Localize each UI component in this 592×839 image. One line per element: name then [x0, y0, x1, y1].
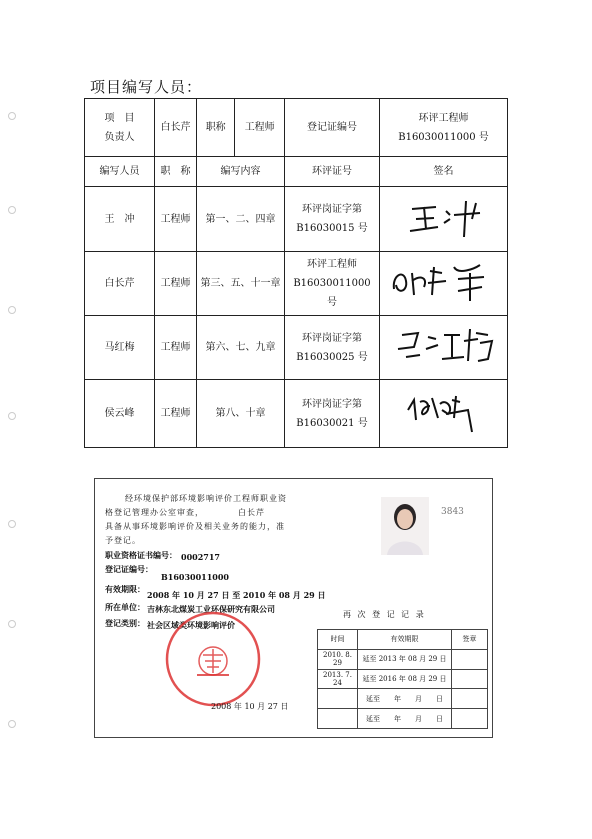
signature-image	[384, 380, 504, 440]
reg-time: 2010. 8. 29	[318, 649, 358, 669]
leader-title: 工程师	[244, 122, 275, 133]
table-row	[85, 316, 508, 380]
table-header-row	[85, 157, 508, 187]
signature-image	[384, 319, 504, 369]
reg-record-table	[317, 629, 488, 729]
table-row	[318, 669, 488, 689]
unit-label: 所在单位：	[105, 602, 145, 612]
table-header-row	[318, 630, 488, 650]
cert-no-label: 职业资格证书编号：	[105, 550, 177, 560]
writer-content: 第三、五、十一章	[197, 252, 285, 316]
handwritten-note: 3843	[441, 507, 464, 517]
cert-no: 0002717	[181, 552, 220, 562]
table-row	[85, 187, 508, 252]
cert-intro-line: 格登记管理办公室审查， 白长芹	[105, 508, 265, 517]
reg-time	[318, 689, 358, 709]
header-cell: 有效期限	[358, 630, 452, 650]
table-row	[318, 689, 488, 709]
reg-range: 延至 2016 年 08 月 29 日	[358, 669, 452, 689]
staff-table	[84, 98, 508, 448]
holder-photo	[381, 497, 429, 555]
header-cell: 编写内容	[197, 157, 285, 187]
reg-label: 登记证编号	[285, 99, 380, 157]
punch-hole	[8, 720, 16, 728]
reg-time: 2013. 7. 24	[318, 669, 358, 689]
reg-no-label: 登记证编号：	[105, 564, 153, 574]
punch-hole	[8, 112, 16, 120]
table-row	[318, 709, 488, 729]
header-cell: 签名	[380, 157, 508, 187]
cert-intro-line: 具备从事环境影响评价及相关业务的能力，准	[105, 522, 285, 531]
punch-hole	[8, 412, 16, 420]
certificate-card	[94, 478, 493, 738]
writer-cert: 环评岗证字第 B16030015 号	[285, 187, 380, 252]
signature-cell	[380, 187, 508, 252]
writer-cert: 环评工程师 B16030011000 号	[285, 252, 380, 316]
reg-range: 延至 2013 年 08 月 29 日	[358, 649, 452, 669]
page-heading: 项目编写人员：	[90, 78, 203, 96]
reg-record-title: 再 次 登 记 记 录	[343, 610, 426, 619]
writer-name: 白长芹	[85, 252, 155, 316]
writer-title: 工程师	[155, 380, 197, 448]
punch-hole	[8, 206, 16, 214]
writer-content: 第八、十章	[197, 380, 285, 448]
valid-period: 2008 年 10 月 27 日 至 2010 年 08 月 29 日	[147, 590, 326, 600]
leader-title-label: 职称	[197, 99, 235, 156]
header-cell: 职 称	[155, 157, 197, 187]
leader-label: 项 目 负责人	[85, 99, 155, 157]
cert-holder-name: 白长芹	[238, 508, 265, 517]
header-cell: 时间	[318, 630, 358, 650]
cert-intro-line: 经环境保护部环境影响评价工程师职业资	[125, 494, 287, 503]
leader-name: 白长芹	[160, 122, 191, 133]
writer-name: 侯云峰	[85, 380, 155, 448]
signature-image	[384, 191, 504, 241]
writer-cert: 环评岗证字第 B16030025 号	[285, 316, 380, 380]
punch-hole	[8, 620, 16, 628]
header-cell: 环评证号	[285, 157, 380, 187]
table-row	[85, 252, 508, 316]
official-seal	[163, 609, 263, 709]
type-value: 社会区域类环境影响评价	[147, 620, 235, 630]
valid-label: 有效期限：	[105, 584, 145, 594]
signature-cell	[380, 380, 508, 448]
table-row	[85, 380, 508, 448]
reg-time	[318, 709, 358, 729]
signature-image	[384, 255, 504, 305]
writer-cert: 环评岗证字第 B16030021 号	[285, 380, 380, 448]
issue-date: 2008 年 10 月 27 日	[211, 702, 289, 711]
reg-range: 延至 年 月 日	[358, 689, 452, 709]
signature-cell	[380, 316, 508, 380]
punch-hole	[8, 306, 16, 314]
header-cell: 签章	[452, 630, 488, 650]
unit-name: 吉林东北煤炭工业环保研究有限公司	[147, 604, 275, 614]
table-row	[318, 649, 488, 669]
writer-name: 马红梅	[85, 316, 155, 380]
writer-content: 第一、二、四章	[197, 187, 285, 252]
cert-intro-line: 予登记。	[105, 536, 141, 545]
reg-value: 环评工程师 B16030011000 号	[380, 99, 508, 157]
writer-title: 工程师	[155, 187, 197, 252]
type-label: 登记类别：	[105, 618, 145, 628]
writer-name: 王 冲	[85, 187, 155, 252]
punch-hole	[8, 520, 16, 528]
writer-title: 工程师	[155, 252, 197, 316]
header-cell: 编写人员	[85, 157, 155, 187]
writer-content: 第六、七、九章	[197, 316, 285, 380]
reg-range: 延至 年 月 日	[358, 709, 452, 729]
table-row	[85, 99, 508, 157]
reg-no: B16030011000	[161, 572, 229, 582]
signature-cell	[380, 252, 508, 316]
writer-title: 工程师	[155, 316, 197, 380]
